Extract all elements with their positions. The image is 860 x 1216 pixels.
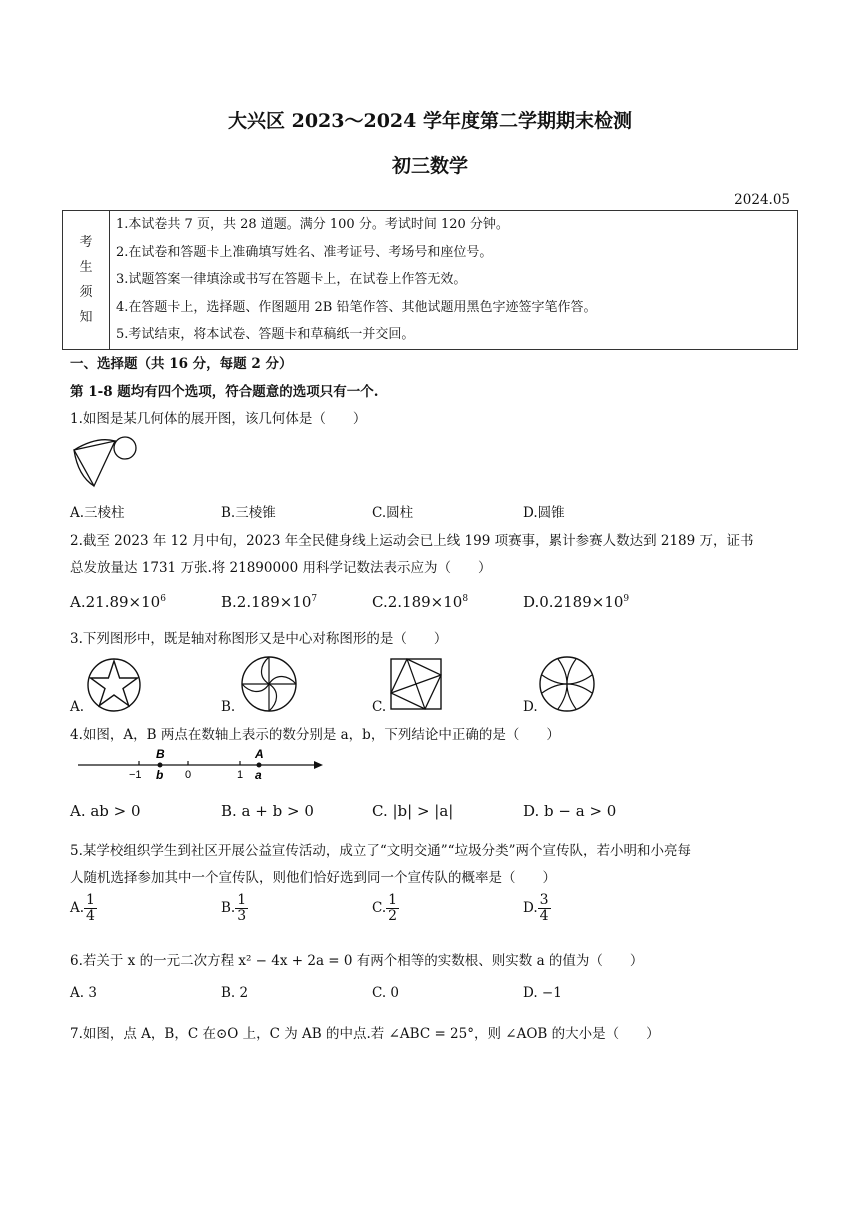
circle-flower-figure	[538, 655, 596, 713]
fraction-denominator: 2	[388, 908, 398, 924]
q2-option-label: B.	[221, 593, 237, 611]
exam-date: 2024.05	[734, 192, 790, 208]
q4-option-b[interactable]: B. a + b > 0	[221, 802, 314, 820]
square-pinwheel-figure	[389, 657, 443, 711]
circle-pinwheel-figure	[240, 655, 298, 713]
q2-option-label: D.	[523, 593, 540, 611]
notice-item: 2.在试卷和答题卡上准确填写姓名、准考证号、考场号和座位号。	[116, 244, 493, 260]
q1-option-b[interactable]: B.三棱锥	[221, 505, 276, 521]
point-a-label: A	[255, 747, 264, 761]
notice-item: 1.本试卷共 7 页，共 28 道题。满分 100 分。考试时间 120 分钟。	[116, 217, 509, 232]
q2-option-mantissa: 0.2189×10	[539, 593, 624, 611]
q2-option-mantissa: 21.89×10	[85, 593, 161, 611]
fraction-numerator: 3	[539, 892, 549, 908]
q5-option-label: C.	[372, 900, 387, 916]
q1-option-c[interactable]: C.圆柱	[372, 505, 414, 521]
q5-option-b[interactable]	[221, 893, 248, 924]
notice-box	[62, 210, 798, 350]
q2-option-mantissa: 2.189×10	[236, 593, 312, 611]
q3-option-d[interactable]: D.	[523, 699, 538, 715]
q2-option-exponent: 6	[160, 594, 166, 604]
fraction	[235, 893, 248, 924]
q3-stem: 3.下列图形中，既是轴对称图形又是中心对称图形的是（ ）	[70, 631, 448, 647]
q6-option-c[interactable]: C. 0	[372, 985, 400, 1001]
q5-option-label: A.	[70, 900, 85, 916]
fraction	[84, 893, 97, 924]
point-b-label: B	[156, 747, 165, 761]
q6-option-d[interactable]: D. −1	[523, 985, 562, 1001]
q5-option-d[interactable]	[523, 893, 551, 924]
notice-label	[63, 211, 110, 350]
q5-option-label: D.	[523, 900, 538, 916]
q1-option-d[interactable]: D.圆锥	[523, 505, 565, 521]
cone-net-figure	[72, 436, 152, 488]
notice-label-char: 考	[79, 234, 93, 250]
notice-label-char: 生	[79, 259, 93, 275]
fraction	[538, 893, 551, 924]
q2-option-c[interactable]	[372, 593, 468, 611]
q6-option-b[interactable]: B. 2	[221, 985, 249, 1001]
q5-option-a[interactable]	[70, 893, 97, 924]
q6-stem: 6.若关于 x 的一元二次方程 x² − 4x + 2a = 0 有两个相等的实数根、则实数 a 的值为（ ）	[70, 953, 644, 969]
q5-option-label: B.	[221, 900, 236, 916]
q2-option-exponent: 7	[311, 594, 318, 604]
exam-subtitle: 初三数学	[391, 155, 468, 177]
notice-items	[110, 211, 798, 350]
q3-option-a[interactable]: A.	[70, 699, 85, 715]
q2-option-b[interactable]	[221, 593, 317, 611]
fraction-denominator: 3	[237, 908, 247, 924]
notice-label-char: 须	[79, 284, 93, 300]
fraction-denominator: 4	[86, 908, 95, 924]
q2-option-exponent: 8	[462, 594, 469, 604]
fraction-numerator: 1	[388, 892, 398, 908]
q2-option-a[interactable]	[70, 593, 166, 611]
fraction-numerator: 1	[237, 892, 247, 908]
section-heading: 一、选择题（共 16 分，每题 2 分）	[70, 356, 293, 372]
circle-star-figure	[86, 657, 142, 713]
notice-item: 4.在答题卡上，选择题、作图题用 2B 铅笔作答、其他试题用黑色字迹签字笔作答。	[116, 299, 597, 315]
q4-option-a[interactable]: A. ab > 0	[70, 802, 141, 820]
fraction-denominator: 4	[539, 908, 549, 924]
section-instruction: 第 1-8 题均有四个选项，符合题意的选项只有一个.	[70, 384, 379, 400]
q2-option-label: A.	[70, 593, 86, 611]
q5-option-c[interactable]	[372, 893, 399, 924]
q2-option-d[interactable]	[523, 593, 629, 611]
q2-stem-line1: 2.截至 2023 年 12 月中旬，2023 年全民健身线上运动会已上线 199 项赛事，累计参赛人数达到 2189 万，证书	[70, 533, 754, 549]
q4-stem: 4.如图，A，B 两点在数轴上表示的数分别是 a，b，下列结论中正确的是（ ）	[70, 727, 560, 743]
notice-item: 3.试题答案一律填涂或书写在答题卡上，在试卷上作答无效。	[116, 272, 467, 287]
q3-option-b[interactable]: B.	[221, 699, 236, 715]
q6-option-a[interactable]: A. 3	[70, 985, 97, 1001]
q2-stem-line2: 总发放量达 1731 万张.将 21890000 用科学记数法表示应为（ ）	[70, 560, 492, 576]
notice-label-char: 知	[79, 309, 93, 325]
fraction-numerator: 1	[86, 892, 95, 908]
fraction	[386, 893, 399, 924]
q2-option-mantissa: 2.189×10	[387, 593, 463, 611]
tick-neg1-label: −1	[129, 769, 142, 781]
q2-option-exponent: 9	[623, 594, 630, 604]
q4-option-c[interactable]: C. |b| > |a|	[372, 802, 454, 820]
q5-stem-line2: 人随机选择参加其中一个宣传队，则他们恰好选到同一个宣传队的概率是（ ）	[70, 870, 556, 886]
value-a-label: a	[255, 768, 262, 782]
number-line-figure	[76, 746, 326, 782]
value-b-label: b	[156, 768, 164, 782]
q1-option-a[interactable]: A.三棱柱	[70, 505, 125, 521]
q3-option-c[interactable]: C.	[372, 699, 387, 715]
q2-option-label: C.	[372, 593, 388, 611]
q5-stem-line1: 5.某学校组织学生到社区开展公益宣传活动，成立了“文明交通”“垃圾分类”两个宣传队，若小明和小亮每	[70, 843, 691, 859]
tick-zero-label: 0	[185, 769, 192, 781]
notice-item: 5.考试结束，将本试卷、答题卡和草稿纸一并交回。	[116, 327, 415, 342]
q1-stem: 1.如图是某几何体的展开图，该几何体是（ ）	[70, 411, 367, 427]
tick-one-label: 1	[237, 769, 244, 781]
q4-option-d[interactable]: D. b − a > 0	[523, 802, 617, 820]
exam-title: 大兴区 2023～2024 学年度第二学期期末检测	[228, 110, 632, 132]
q7-stem: 7.如图，点 A，B，C 在⊙O 上，C 为 AB 的中点.若 ∠ABC = 25°，则 ∠AOB 的大小是（ ）	[70, 1026, 660, 1042]
